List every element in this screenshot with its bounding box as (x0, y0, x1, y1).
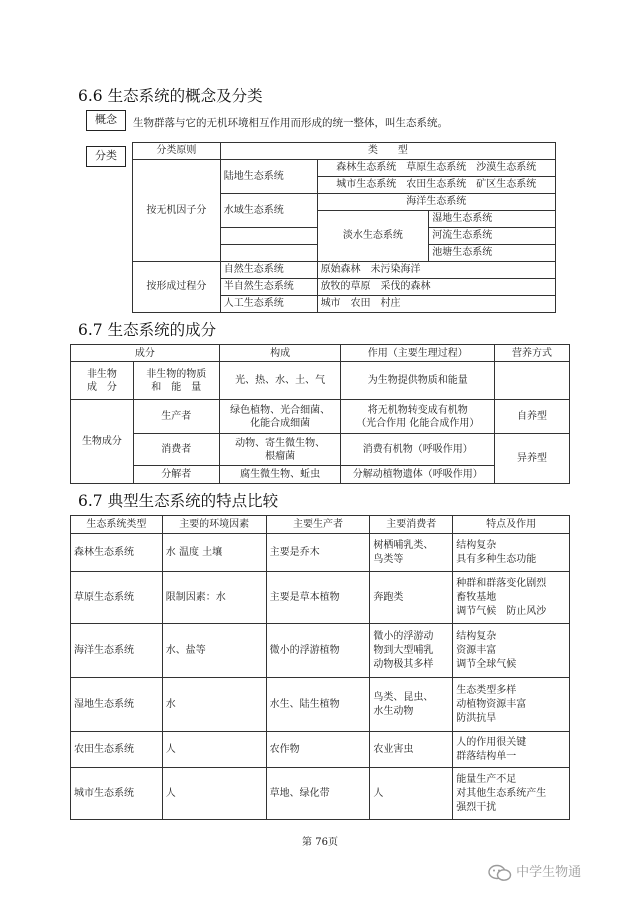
water-ecosystem-cell: 水域生态系统 (220, 194, 317, 228)
classification-label-box: 分类 (86, 146, 126, 167)
feature-line: 具有多种生态功能 (456, 553, 537, 565)
header-nutrition: 营养方式 (495, 345, 570, 362)
feature-line: 调节气候 防止风沙 (456, 605, 547, 617)
consumer-cell: 农业害虫 (370, 732, 453, 768)
abiotic-sub-line-2: 和 能 量 (151, 381, 202, 393)
watermark-text: 中学生物通 (516, 865, 582, 880)
environment-cell: 限制因素：水 (162, 572, 266, 624)
natural-examples-cell: 原始森林 未污染海洋 (317, 262, 555, 279)
environment-cell: 水 温度 土壤 (162, 534, 266, 572)
header-eco-type: 生态系统类型 (71, 516, 163, 534)
feature-line: 结构复杂 (456, 630, 497, 642)
consumer-cell: 人 (370, 768, 453, 820)
consumer-cell (370, 624, 453, 678)
producer-composition (219, 400, 341, 434)
consumer-line: 物到大型哺乳 (373, 644, 434, 656)
environment-cell: 水 (162, 678, 266, 732)
classification-table (132, 142, 556, 313)
eco-type-cell: 农田生态系统 (71, 732, 163, 768)
producer-cell: 主要是乔木 (266, 534, 370, 572)
table-row (71, 624, 570, 678)
artificial-examples-cell: 城市 农田 村庄 (317, 296, 555, 313)
abiotic-label-line-2: 成 分 (86, 381, 117, 393)
features-cell (453, 534, 570, 572)
eco-type-cell: 草原生态系统 (71, 572, 163, 624)
producer-cell: 主要是草本植物 (266, 572, 370, 624)
formation-process-cell: 按形成过程分 (133, 262, 221, 313)
environment-cell: 人 (162, 732, 266, 768)
watermark (488, 861, 581, 882)
feature-line: 动植物资源丰富 (456, 698, 527, 710)
feature-line: 生态类型多样 (456, 684, 517, 696)
producer-cell: 水生、陆生植物 (266, 678, 370, 732)
header-main-consumer: 主要消费者 (370, 516, 453, 534)
semi-natural-type-cell: 半自然生态系统 (220, 279, 317, 296)
freshwater-ecosystem-cell: 淡水生态系统 (317, 211, 429, 262)
header-composition: 构成 (219, 345, 341, 362)
feature-line: 防洪抗旱 (456, 712, 497, 724)
feature-line: 群落结构单一 (456, 750, 517, 762)
decomposer-composition: 腐生微生物、蚯虫 (219, 466, 341, 484)
producer-nutrition: 自养型 (495, 400, 570, 434)
table-row (71, 678, 570, 732)
empty-cell (220, 228, 317, 245)
feature-line: 种群和群落变化剧烈 (456, 577, 547, 589)
heterotroph-nutrition: 异养型 (495, 434, 570, 484)
consumer-cell (370, 678, 453, 732)
abiotic-sub (133, 362, 219, 400)
consumer-role: 消费有机物（呼吸作用） (341, 434, 495, 466)
consumer-comp-line-2: 根瘤菌 (265, 450, 296, 462)
abiotic-sub-line-1: 非生物的物质 (146, 368, 207, 380)
feature-line: 畜牧基地 (456, 591, 497, 603)
eco-type-cell: 城市生态系统 (71, 768, 163, 820)
river-cell: 河流生态系统 (429, 228, 556, 245)
table-row (71, 732, 570, 768)
consumer-line: 树栖哺乳类、 (373, 539, 434, 551)
section-title-6-6: 6.6 生态系统的概念及分类 (78, 87, 263, 105)
header-type: 类 型 (220, 143, 555, 160)
ecosystem-comparison-table (70, 515, 570, 820)
land-types-row-2: 城市生态系统 农田生态系统 矿区生态系统 (317, 177, 555, 194)
consumer-line: 鸟类等 (373, 553, 404, 565)
table-row (71, 534, 570, 572)
features-cell (453, 572, 570, 624)
decomposer-label: 分解者 (133, 466, 219, 484)
features-cell (453, 768, 570, 820)
wetland-cell: 湿地生态系统 (429, 211, 556, 228)
semi-natural-examples-cell: 放牧的草原 采伐的森林 (317, 279, 555, 296)
producer-comp-line-1: 绿色植物、光合细菌、 (230, 404, 331, 416)
environment-cell: 水、盐等 (162, 624, 266, 678)
feature-line: 强烈干扰 (456, 801, 497, 813)
abiotic-nutrition (495, 362, 570, 400)
environment-cell: 人 (162, 768, 266, 820)
header-main-producer: 主要生产者 (266, 516, 370, 534)
consumer-label: 消费者 (133, 434, 219, 466)
abiotic-label-line-1: 非生物 (86, 368, 117, 380)
consumer-line: 鸟类、昆虫、 (373, 691, 434, 703)
page-number: 第 76页 (302, 837, 338, 848)
marine-ecosystem-cell: 海洋生态系统 (317, 194, 555, 211)
abiotic-label (71, 362, 134, 400)
decomposer-role: 分解动植物遗体（呼吸作用） (341, 466, 495, 484)
feature-line: 调节全球气候 (456, 658, 517, 670)
eco-type-cell: 森林生态系统 (71, 534, 163, 572)
header-principle: 分类原则 (133, 143, 221, 160)
wechat-icon (488, 865, 512, 880)
feature-line: 能量生产不足 (456, 773, 517, 785)
producer-role-line-2: （光合作用 化能合成作用） (356, 417, 480, 429)
components-table (70, 344, 570, 484)
consumer-composition (219, 434, 341, 466)
features-cell (453, 732, 570, 768)
features-cell (453, 624, 570, 678)
concept-label-box: 概念 (86, 110, 126, 131)
concept-definition: 生物群落与它的无机环境相互作用而形成的统一整体，叫生态系统。 (133, 117, 448, 129)
header-component: 成分 (71, 345, 220, 362)
table-row (71, 572, 570, 624)
table-row (71, 768, 570, 820)
feature-line: 人的作用很关键 (456, 736, 527, 748)
section-title-6-7-typical: 6.7 典型生态系统的特点比较 (78, 492, 279, 510)
producer-role-line-1: 将无机物转变成有机物 (367, 404, 468, 416)
abiotic-role: 为生物提供物质和能量 (341, 362, 495, 400)
consumer-line: 微小的浮游动 (373, 630, 434, 642)
biotic-label: 生物成分 (71, 400, 134, 484)
consumer-line: 动物极其多样 (373, 658, 434, 670)
features-cell (453, 678, 570, 732)
feature-line: 资源丰富 (456, 644, 497, 656)
eco-type-cell: 海洋生态系统 (71, 624, 163, 678)
eco-type-cell: 湿地生态系统 (71, 678, 163, 732)
consumer-cell (370, 534, 453, 572)
consumer-line: 水生动物 (373, 705, 414, 717)
producer-label: 生产者 (133, 400, 219, 434)
producer-role (341, 400, 495, 434)
land-ecosystem-cell: 陆地生态系统 (220, 160, 317, 194)
section-title-6-7: 6.7 生态系统的成分 (78, 321, 217, 339)
header-environment: 主要的环境因素 (162, 516, 266, 534)
feature-line: 结构复杂 (456, 539, 497, 551)
natural-type-cell: 自然生态系统 (220, 262, 317, 279)
header-role: 作用（主要生理过程） (341, 345, 495, 362)
empty-cell (220, 245, 317, 262)
producer-cell: 微小的浮游植物 (266, 624, 370, 678)
consumer-comp-line-1: 动物、寄生微生物、 (235, 437, 326, 449)
artificial-type-cell: 人工生态系统 (220, 296, 317, 313)
abiotic-composition: 光、热、水、土、气 (219, 362, 341, 400)
producer-comp-line-2: 化能合成细菌 (250, 417, 311, 429)
pond-cell: 池塘生态系统 (429, 245, 556, 262)
producer-cell: 草地、绿化带 (266, 768, 370, 820)
header-features: 特点及作用 (453, 516, 570, 534)
producer-cell: 农作物 (266, 732, 370, 768)
land-types-row-1: 森林生态系统 草原生态系统 沙漠生态系统 (317, 160, 555, 177)
consumer-cell: 奔跑类 (370, 572, 453, 624)
feature-line: 对其他生态系统产生 (456, 787, 547, 799)
inorganic-factor-cell: 按无机因子分 (133, 160, 221, 262)
